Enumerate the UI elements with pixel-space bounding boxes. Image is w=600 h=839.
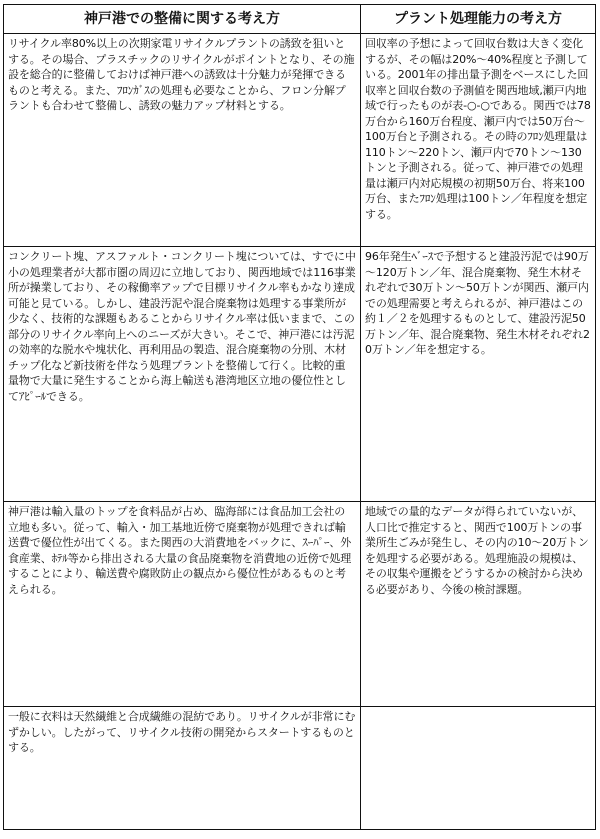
header-plant-capacity: プラント処理能力の考え方 [361,5,596,34]
policy-text: リサイクル率80%以上の次期家電リサイクルプラントの誘致を狙いとする。その場合、プラスチックのリサイクルがポイントとなり、その施設を総合的に整備しておけば神戸港への誘致は十分魅力が発揮できるものと考える。また、ﾌﾛﾝｶﾞｽの処理も必要なことから、フロン分解プラントも合わせて整備し、誘致の魅力アップ材料とする。 [8,37,355,112]
header-row [4,5,596,34]
capacity-text: 回収率の予想によって回収台数は大きく変化するが、その幅は20%～40%程度と予測している。2001年の排出量予測をベースにした回収率と回収台数の予測値を関西地域,瀬戸内地域で行ったものが表-○-○である。関西では78万台から160万台程度、瀬戸内では50万台～100万台と予測される。その時のﾌﾛﾝ処理量は110トン～220トン、瀬戸内で70トン～130トンと予測される。従って、神戸港での処理量は瀬戸内対応規模の初期50万台、将来100万台、またﾌﾛﾝ処理は100トン／年程度を想定する。 [365,37,591,221]
policy-cell [4,502,361,707]
policy-cell [4,34,361,247]
capacity-text: 地域での量的なデータが得られていないが、人口比で推定すると、関西で100万トンの事業所生ごみが発生し、その内の10～20万トンを処理する必要がある。処理施設の規模は、その収集や運搬をどうするかの検討から決める必要があり、今後の検討課題。 [365,505,589,596]
capacity-cell [361,34,596,247]
policy-cell [4,707,361,830]
policy-text: コンクリート塊、アスファルト・コンクリート塊については、すでに中小の処理業者が大都市圏の周辺に立地しており、関西地域では116事業所が操業しており、その稼働率アップで目標リサイクル率もかなり達成可能と見ている。しかし、建設汚泥や混合廃棄物は処理する事業所が少なく、技術的な課題もあることからリサイクル率は低いままで、この部分のリサイクル率向上へのニーズが大きい。そこで、神戸港には汚泥の効率的な脱水や塊状化、再利用品の製造、混合廃棄物の分別、木材チップ化など新技術を伴なう処理プラントを整備して行く。比較的重量物で大量に発生することから海上輸送も港湾地区立地の優位性としてｱﾋﾟｰﾙできる。 [8,250,356,403]
policy-cell [4,247,361,502]
capacity-cell [361,707,596,830]
capacity-cell [361,247,596,502]
policy-text: 一般に衣料は天然繊維と合成繊維の混紡であり。リサイクルが非常にむずかしい。したがって、リサイクル技術の開発からスタートするものとする。 [8,710,356,754]
policy-table [3,4,596,830]
header-kobe-port-policy: 神戸港での整備に関する考え方 [4,5,361,34]
capacity-cell [361,502,596,707]
capacity-text: 96年発生ﾍﾞｰｽで予想すると建設汚泥では90万～120万トン／年、混合廃棄物、発生木材それぞれで30万トン～50万トンが関西、瀬戸内での処理需要と考えられるが、神戸港はこの約１／２を処理するものとして、建設汚泥50万トン／年、混合廃棄物、発生木材それぞれ20万トン／年を想定する。 [365,250,590,356]
policy-text: 神戸港は輸入量のトップを食料品が占め、臨海部には食品加工会社の立地も多い。従って、輸入・加工基地近傍で廃棄物が処理できれば輸送費で優位性が出てくる。また関西の大消費地をバックに、ｽｰﾊﾟｰ、外食産業、ﾎﾃﾙ等から排出される大量の食品廃棄物を消費地の近傍で処理することにより、輸送費や腐敗防止の観点から優位性があるものと考えられる。 [8,505,352,596]
table-row [4,247,596,502]
table-row [4,34,596,247]
table-row [4,502,596,707]
table-row [4,707,596,830]
